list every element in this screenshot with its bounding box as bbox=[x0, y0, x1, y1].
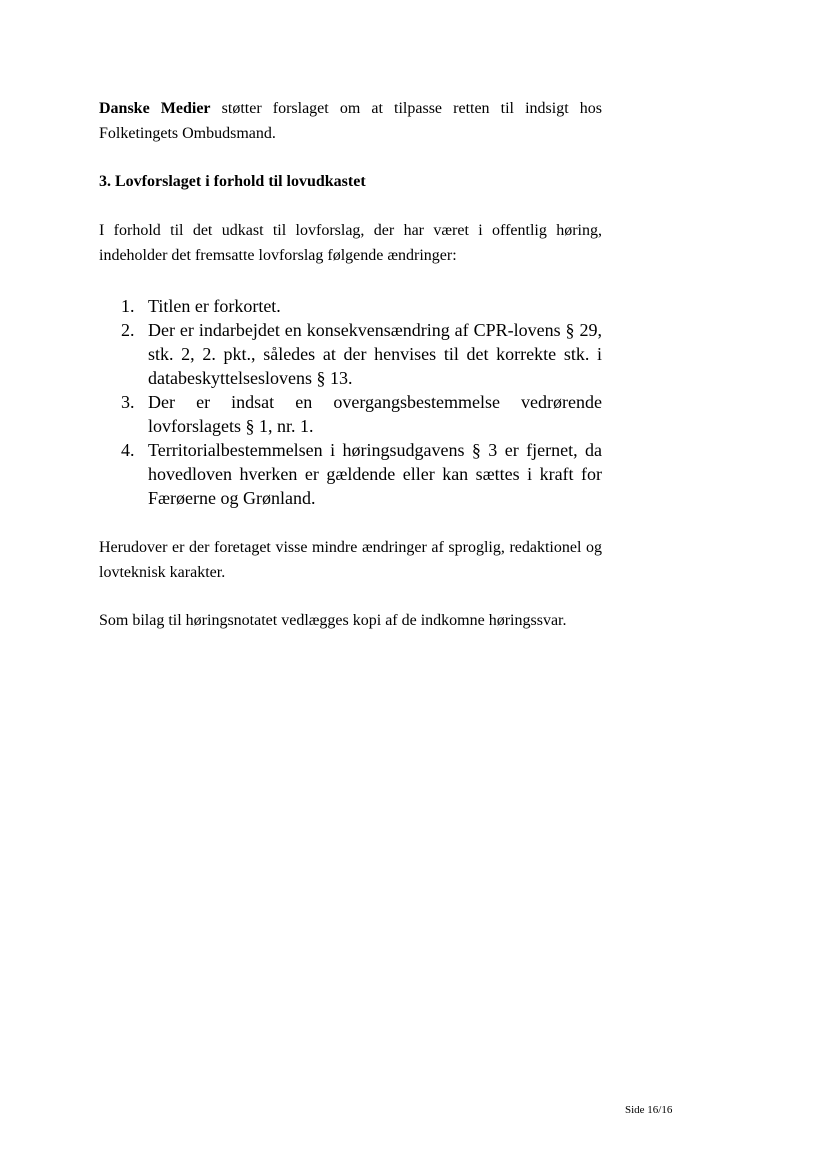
list-item-number: 3. bbox=[121, 392, 135, 412]
paragraph-attachment-note: Som bilag til høringsnotatet vedlægges kopi af de indkomne høringssvar. bbox=[99, 612, 567, 629]
bold-organisation-name: Danske Medier bbox=[99, 100, 211, 117]
paragraph-other-changes: Herudover er der foretaget visse mindre ændringer af sproglig, redaktionel og lovteknisk karakter. bbox=[99, 539, 602, 581]
list-item bbox=[99, 390, 602, 438]
page-content bbox=[99, 96, 602, 633]
paragraph-intro-changes: I forhold til det udkast til lovforslag, der har været i offentlig høring, indeholder det fremsatte lovforslag følgende ændringer: bbox=[99, 222, 602, 264]
list-item-text: Titlen er forkortet. bbox=[148, 296, 281, 316]
list-item-number: 1. bbox=[121, 296, 135, 316]
section-heading: 3. Lovforslaget i forhold til lovudkastet bbox=[99, 173, 366, 190]
list-item bbox=[99, 438, 602, 510]
list-item-text: Der er indsat en overgangsbestemmelse vedrørende lovforslagets § 1, nr. 1. bbox=[148, 392, 602, 436]
page-number: Side 16/16 bbox=[625, 1104, 673, 1116]
list-item-text: Territorialbestemmelsen i høringsudgavens § 3 er fjernet, da hovedloven hverken er gældende eller kan sættes i kraft for Færøerne og Grønland. bbox=[148, 440, 602, 508]
changes-list bbox=[99, 294, 602, 510]
list-item bbox=[99, 318, 602, 390]
list-item-text: Der er indarbejdet en konsekvensændring af CPR-lovens § 29, stk. 2, 2. pkt., således at der henvises til det korrekte stk. i databeskyttelseslovens § 13. bbox=[148, 320, 602, 388]
paragraph-danske-medier bbox=[99, 96, 602, 146]
list-item bbox=[99, 294, 602, 318]
paragraph-text: støtter forslaget om at tilpasse retten til indsigt hos Folketingets Ombudsmand. bbox=[99, 100, 603, 142]
list-item-number: 2. bbox=[121, 320, 135, 340]
list-item-number: 4. bbox=[121, 440, 135, 460]
